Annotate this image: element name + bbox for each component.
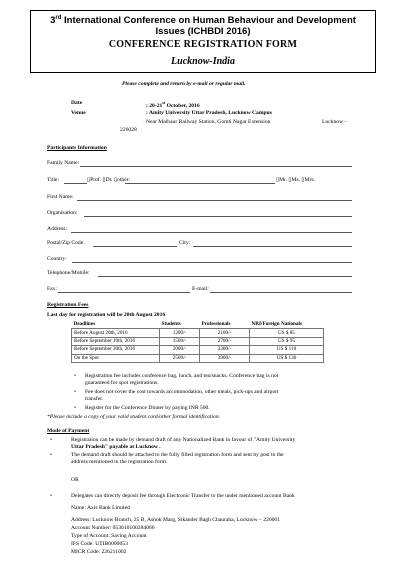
first-name-label: First Name: (47, 194, 74, 200)
note-line: Fee does not cover the cost towards accommodation, other meals, pick-ups and airport (85, 389, 279, 395)
title-text-line2: Issues (ICHBDI 2016) (155, 26, 251, 38)
organisation-field[interactable] (84, 216, 352, 217)
table-cell: US $ 95 (250, 337, 324, 345)
table-cell: 3900/- (200, 354, 250, 362)
location-title: Lucknow-India (171, 56, 235, 67)
title-label: Title: (47, 177, 59, 183)
header-box (30, 10, 376, 73)
table-cell: 3300/- (200, 346, 250, 354)
venue-city: Lucknow - (322, 119, 347, 125)
table-row (72, 354, 324, 362)
address-label: Address: (47, 226, 67, 232)
table-cell: US $ 85 (250, 329, 324, 337)
table-cell: 2500/- (160, 354, 200, 362)
title-text: International Conference on Human Behaviour and Development (61, 15, 356, 27)
country-label: Country: (47, 256, 67, 262)
bullet-icon: • (74, 389, 76, 395)
title-ordinal-sup: rd (55, 15, 62, 21)
payment-line: Uttar Pradesh" payable at Lucknow . (71, 444, 161, 450)
table-cell: 2100/- (200, 329, 250, 337)
postal-field[interactable] (93, 246, 177, 247)
venue-value: : Amity University Uttar Pradesh, Lucknow Campus (146, 110, 272, 116)
bank-address: Address: Lucknow Branch, 25 B, Ashok Marg, Sikander Bagh Chauraha, Lucknow – 226001 (71, 517, 281, 523)
micr-code: MICR Code: 226211002 (71, 549, 127, 555)
organisation-label: Organisation: (47, 210, 78, 216)
col-deadlines: Deadlines (72, 321, 160, 329)
fax-field[interactable] (58, 292, 190, 293)
table-cell: Before September 30th, 2016 (72, 346, 160, 354)
account-number: Account Number: 053010100284066 (71, 525, 155, 531)
email-label: E-mail: (192, 286, 209, 292)
table-row (72, 346, 324, 354)
col-nri: NRI/Foreign Nationals (250, 321, 324, 329)
table-cell: 2000/- (160, 346, 200, 354)
bullet-icon: • (50, 493, 52, 499)
postal-label: Postal/Zip Code: (47, 240, 85, 246)
country-field[interactable] (72, 262, 352, 263)
fees-header-row (72, 321, 324, 329)
venue-pin: 226028 (120, 127, 137, 133)
table-cell: 2700/- (200, 337, 250, 345)
or-text: OR (71, 477, 79, 483)
title-other-field[interactable] (125, 183, 275, 184)
table-cell: Before September 10th, 2016 (72, 337, 160, 345)
city-label: City: (179, 240, 191, 246)
date-value (146, 100, 200, 109)
email-field[interactable] (210, 292, 352, 293)
venue-line2: Near Malhaur Railway Station, Gomti Nagar Extension (146, 119, 271, 125)
col-professionals: Professionals (200, 321, 250, 329)
account-type: Type of Account: Saving Account (71, 533, 147, 539)
payment-line: The demand draft should be attached to the fully filled registration form and sent by post to the (71, 452, 284, 458)
venue-label: Venue (71, 110, 86, 116)
title-field[interactable] (64, 183, 87, 184)
note-line: guaranteed for spot registrations. (85, 380, 159, 386)
date-value-a: : 20-21 (146, 102, 163, 109)
table-cell: US $ 110 (250, 346, 324, 354)
bullet-icon: • (74, 373, 76, 379)
bullet-icon: • (50, 437, 52, 443)
ifs-code: IFS Code: UTIB0000053 (71, 541, 128, 547)
family-name-field[interactable] (80, 166, 352, 167)
table-cell: Before August 20th, 2016 (72, 329, 160, 337)
fees-table (71, 321, 324, 363)
date-sup: st (162, 100, 166, 105)
date-value-b: October, 2016 (165, 102, 200, 109)
payment-line: Delegates can directly deposit fee through Electronic Transfer to the under mentioned account Bank (71, 493, 295, 499)
table-cell: 1500/- (160, 337, 200, 345)
note-line: Register for the Conference Dinner by paying INR 500. (85, 405, 210, 411)
bullet-icon: • (50, 452, 52, 458)
bullet-icon: • (74, 405, 76, 411)
instruction-text: Please complete and return by e-mail or regular mail. (122, 81, 246, 87)
fax-label: Fax: (47, 286, 57, 292)
participants-heading: Participants Information (47, 145, 107, 151)
fees-heading: Registration Fees (47, 302, 89, 308)
form-title: CONFERENCE REGISTRATION FORM (108, 39, 298, 50)
address-field[interactable] (71, 232, 352, 233)
title-options[interactable]: ▯Prof. ▯Dr. ▯other: (87, 177, 131, 183)
family-name-label: Family Name: (47, 160, 80, 166)
telephone-field[interactable] (98, 276, 352, 277)
bank-name: Name: Axis Bank Limited (71, 505, 130, 511)
note-line: transfer. (85, 396, 104, 402)
first-name-field[interactable] (77, 200, 352, 201)
payment-heading: Mode of Payment (47, 428, 90, 434)
city-field[interactable] (193, 246, 352, 247)
conference-title (31, 13, 375, 37)
telephone-label: Telephone/Mobile: (47, 270, 90, 276)
table-cell: On the Spot (72, 354, 160, 362)
title-ordinal: 3 (50, 15, 56, 27)
payment-line: Registration can be made by demand draft of any Nationalized Bank in favour of "Amity University (71, 437, 296, 443)
payment-line: address mentioned in the registration form. (71, 459, 168, 465)
note-line: Registration fee includes conference bag, lunch, and tea/snacks. Conference bag is not (85, 373, 279, 379)
col-students: Students (160, 321, 200, 329)
table-row (72, 337, 324, 345)
table-cell: 1200/- (160, 329, 200, 337)
table-cell: US $ 130 (250, 354, 324, 362)
date-label: Date (71, 100, 83, 106)
table-row (72, 329, 324, 337)
title-options-2[interactable]: ▯Mr. ▯Ms. ▯Mrs. (276, 177, 315, 183)
last-day-text: Last day for registration will be 20th August 2016 (47, 312, 166, 318)
copy-note: *Please include a copy of your valid student card/other formal identification. (47, 414, 221, 420)
